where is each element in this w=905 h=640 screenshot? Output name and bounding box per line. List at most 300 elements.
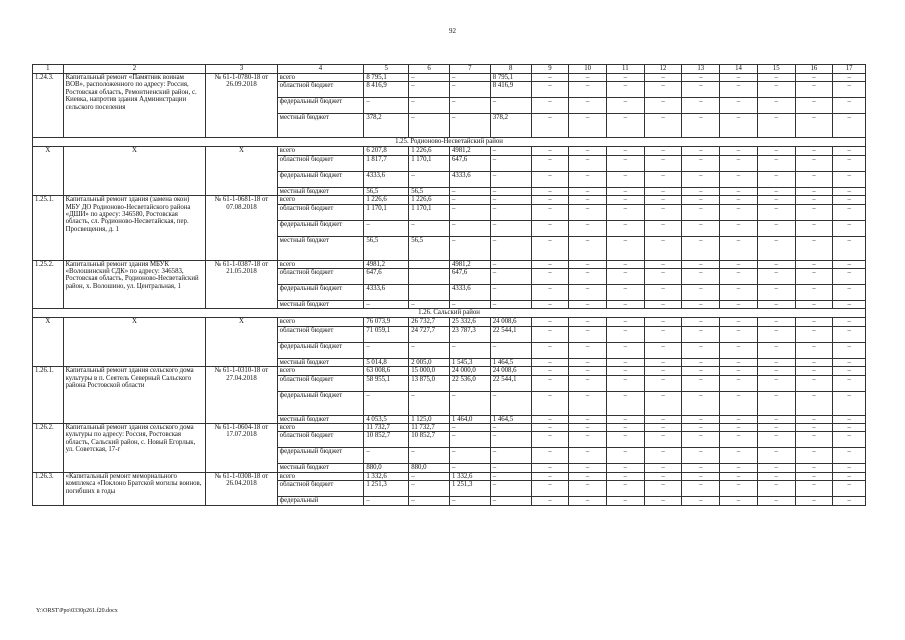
empty-amount-cell: – [720, 432, 758, 448]
amount-cell: 1 125,0 [409, 415, 450, 423]
row-number: 1.25.1. [33, 196, 64, 260]
empty-amount-cell: – [606, 301, 644, 309]
empty-amount-cell: – [606, 367, 644, 375]
empty-amount-cell: – [606, 187, 644, 195]
empty-amount-cell: – [833, 448, 866, 464]
empty-amount-cell: – [757, 187, 795, 195]
amount-cell: 4981,2 [449, 147, 490, 155]
empty-amount-cell: – [606, 358, 644, 366]
empty-amount-cell: – [569, 260, 607, 268]
amount-cell: – [490, 187, 531, 195]
empty-amount-cell: – [531, 342, 569, 358]
empty-amount-cell: – [833, 301, 866, 309]
empty-amount-cell: – [644, 326, 682, 342]
column-number: 16 [795, 65, 833, 74]
empty-amount-cell: – [569, 464, 607, 472]
column-number: 13 [682, 65, 720, 74]
empty-amount-cell: – [531, 187, 569, 195]
empty-amount-cell: – [682, 204, 720, 220]
empty-amount-cell: – [833, 497, 866, 505]
amount-cell: – [449, 74, 490, 82]
empty-amount-cell: – [720, 220, 758, 236]
empty-amount-cell: – [795, 342, 833, 358]
permit-number: № 61-1-0308-18 от 26.04.2018 [206, 472, 277, 505]
amount-cell: – [409, 497, 450, 505]
empty-amount-cell: – [531, 114, 569, 138]
empty-amount-cell: – [682, 260, 720, 268]
row-number: 1.24.3. [33, 74, 64, 138]
amount-cell: – [490, 391, 531, 415]
empty-amount-cell: – [833, 318, 866, 326]
empty-amount-cell: – [531, 464, 569, 472]
empty-amount-cell: – [569, 342, 607, 358]
amount-cell [409, 285, 450, 301]
empty-amount-cell: – [606, 196, 644, 204]
empty-amount-cell: – [682, 415, 720, 423]
empty-amount-cell: – [795, 415, 833, 423]
empty-amount-cell: – [569, 391, 607, 415]
empty-amount-cell: – [833, 74, 866, 82]
empty-amount-cell: – [644, 74, 682, 82]
empty-amount-cell: – [606, 82, 644, 98]
empty-amount-cell: – [795, 424, 833, 432]
page-number: 92 [449, 27, 456, 35]
empty-amount-cell: – [569, 236, 607, 260]
amount-cell: – [490, 285, 531, 301]
empty-amount-cell: – [833, 285, 866, 301]
empty-amount-cell: – [606, 415, 644, 423]
empty-amount-cell: – [606, 285, 644, 301]
permit-number: № 61-1-0681-18 от 07.08.2018 [206, 196, 277, 260]
empty-amount-cell: – [720, 204, 758, 220]
empty-amount-cell: – [531, 269, 569, 285]
empty-amount-cell: – [644, 342, 682, 358]
empty-amount-cell: – [531, 74, 569, 82]
row-number: 1.26.2. [33, 424, 64, 473]
empty-amount-cell: – [682, 74, 720, 82]
empty-amount-cell: – [531, 497, 569, 505]
section-header-row [33, 309, 866, 318]
empty-amount-cell: – [569, 187, 607, 195]
row-number: Х [33, 318, 64, 367]
empty-amount-cell: – [569, 415, 607, 423]
table-row [33, 196, 866, 204]
amount-cell: 8 416,9 [364, 82, 409, 98]
empty-amount-cell: – [644, 147, 682, 155]
empty-amount-cell: – [720, 358, 758, 366]
amount-cell: – [449, 220, 490, 236]
amount-cell: 4333,6 [449, 171, 490, 187]
column-number: 10 [569, 65, 607, 74]
amount-cell: – [449, 196, 490, 204]
amount-cell: 1 170,1 [409, 204, 450, 220]
empty-amount-cell: – [682, 114, 720, 138]
amount-cell: – [490, 98, 531, 114]
empty-amount-cell: – [569, 114, 607, 138]
empty-amount-cell: – [720, 464, 758, 472]
empty-amount-cell: – [720, 367, 758, 375]
amount-cell: 8 795,1 [490, 74, 531, 82]
amount-cell: – [364, 391, 409, 415]
empty-amount-cell: – [720, 82, 758, 98]
empty-amount-cell: – [833, 472, 866, 480]
column-number: 6 [409, 65, 450, 74]
empty-amount-cell: – [531, 481, 569, 497]
empty-amount-cell: – [757, 326, 795, 342]
amount-cell: – [490, 204, 531, 220]
empty-amount-cell: – [795, 171, 833, 187]
amount-cell: 1 226,6 [409, 147, 450, 155]
amount-cell: – [364, 301, 409, 309]
empty-amount-cell: – [644, 82, 682, 98]
empty-amount-cell: – [606, 424, 644, 432]
amount-cell: 22 544,1 [490, 375, 531, 391]
column-number: 17 [833, 65, 866, 74]
column-number: 3 [206, 65, 277, 74]
empty-amount-cell: – [606, 448, 644, 464]
empty-amount-cell: – [682, 269, 720, 285]
empty-amount-cell: – [757, 448, 795, 464]
empty-amount-cell: – [569, 171, 607, 187]
amount-cell: – [490, 269, 531, 285]
amount-cell: 1 170,1 [409, 155, 450, 171]
empty-amount-cell: – [757, 358, 795, 366]
empty-amount-cell: – [833, 269, 866, 285]
empty-amount-cell: – [682, 481, 720, 497]
table-row [33, 74, 866, 82]
empty-amount-cell: – [606, 220, 644, 236]
empty-amount-cell: – [644, 415, 682, 423]
empty-amount-cell: – [720, 155, 758, 171]
empty-amount-cell: – [531, 375, 569, 391]
empty-amount-cell: – [720, 74, 758, 82]
empty-amount-cell: – [795, 481, 833, 497]
column-number: 14 [720, 65, 758, 74]
empty-amount-cell: – [833, 220, 866, 236]
amount-cell: 1 545,3 [449, 358, 490, 366]
amount-cell: – [409, 220, 450, 236]
empty-amount-cell: – [644, 391, 682, 415]
empty-amount-cell: – [720, 391, 758, 415]
object-description: Капитальный ремонт здания (замена окон) МБУ ДО Родионово-Несветайского района «ДШИ» по адресу: 346580, Ростовская область, сл. Родионово-Несветайская, пер. Просвещения, д. 1 [63, 196, 206, 260]
column-number: 4 [277, 65, 364, 74]
empty-amount-cell: – [795, 187, 833, 195]
empty-amount-cell: – [531, 326, 569, 342]
object-description: Капитальный ремонт здания сельского дома культуры по адресу: Россия, Ростовская область, Сальский район, с. Новый Егорлык, ул. Советская, 17-г [63, 424, 206, 473]
empty-amount-cell: – [757, 415, 795, 423]
empty-amount-cell: – [606, 318, 644, 326]
row-number: 1.26.1. [33, 367, 64, 424]
amount-cell: – [449, 464, 490, 472]
table-body [33, 65, 866, 506]
empty-amount-cell: – [606, 236, 644, 260]
empty-amount-cell: – [720, 415, 758, 423]
empty-amount-cell: – [833, 114, 866, 138]
empty-amount-cell: – [606, 204, 644, 220]
empty-amount-cell: – [644, 187, 682, 195]
permit-number: № 61-1-0387-18 от 21.05.2018 [206, 260, 277, 309]
amount-cell: 1 226,6 [364, 196, 409, 204]
amount-cell: – [409, 114, 450, 138]
amount-cell: 1 817,7 [364, 155, 409, 171]
empty-amount-cell: – [531, 82, 569, 98]
empty-amount-cell: – [569, 367, 607, 375]
amount-cell: – [449, 342, 490, 358]
empty-amount-cell: – [833, 98, 866, 114]
amount-cell: – [490, 448, 531, 464]
empty-amount-cell: – [569, 318, 607, 326]
empty-amount-cell: – [569, 448, 607, 464]
column-number: 15 [757, 65, 795, 74]
empty-amount-cell: – [569, 204, 607, 220]
empty-amount-cell: – [720, 497, 758, 505]
empty-amount-cell: – [644, 220, 682, 236]
empty-amount-cell: – [682, 342, 720, 358]
empty-amount-cell: – [606, 497, 644, 505]
empty-amount-cell: – [720, 260, 758, 268]
column-number: 8 [490, 65, 531, 74]
empty-amount-cell: – [757, 155, 795, 171]
amount-cell: – [449, 204, 490, 220]
empty-amount-cell: – [757, 260, 795, 268]
empty-amount-cell: – [531, 220, 569, 236]
amount-cell [409, 260, 450, 268]
amount-cell: 56,5 [364, 236, 409, 260]
amount-cell: 8 416,9 [490, 82, 531, 98]
empty-amount-cell: – [833, 432, 866, 448]
empty-amount-cell: – [644, 285, 682, 301]
empty-amount-cell: – [644, 171, 682, 187]
empty-amount-cell: – [757, 269, 795, 285]
table-row [33, 318, 866, 326]
amount-cell: – [449, 424, 490, 432]
empty-amount-cell: – [795, 367, 833, 375]
section-title: 1.25. Родионово-Несветайский район [33, 138, 866, 147]
amount-cell: 13 875,0 [409, 375, 450, 391]
column-number: 2 [63, 65, 206, 74]
empty-amount-cell: – [682, 171, 720, 187]
funding-source: местный бюджет [277, 187, 364, 195]
amount-cell: 2 005,0 [409, 358, 450, 366]
amount-cell: 1 464,5 [490, 415, 531, 423]
amount-cell: – [409, 301, 450, 309]
empty-amount-cell: – [606, 391, 644, 415]
empty-amount-cell: – [606, 147, 644, 155]
empty-amount-cell: – [644, 318, 682, 326]
empty-amount-cell: – [757, 497, 795, 505]
empty-amount-cell: – [795, 497, 833, 505]
amount-cell: 24 008,6 [490, 318, 531, 326]
empty-amount-cell: – [606, 375, 644, 391]
empty-amount-cell: – [720, 269, 758, 285]
empty-amount-cell: – [720, 448, 758, 464]
empty-amount-cell: – [833, 196, 866, 204]
empty-amount-cell: – [606, 269, 644, 285]
amount-cell: 378,2 [490, 114, 531, 138]
amount-cell: – [409, 74, 450, 82]
amount-cell: – [490, 497, 531, 505]
amount-cell: – [490, 301, 531, 309]
empty-amount-cell: – [531, 367, 569, 375]
empty-amount-cell: – [644, 236, 682, 260]
amount-cell: 24 000,0 [449, 367, 490, 375]
amount-cell: 10 852,7 [364, 432, 409, 448]
empty-amount-cell: – [757, 114, 795, 138]
amount-cell: 647,6 [449, 269, 490, 285]
funding-source: всего [277, 260, 364, 268]
object-description: Х [63, 318, 206, 367]
amount-cell: 880,0 [409, 464, 450, 472]
empty-amount-cell: – [795, 472, 833, 480]
table-row [33, 424, 866, 432]
empty-amount-cell: – [833, 155, 866, 171]
empty-amount-cell: – [606, 342, 644, 358]
amount-cell: – [490, 424, 531, 432]
empty-amount-cell: – [720, 326, 758, 342]
amount-cell: – [449, 432, 490, 448]
empty-amount-cell: – [569, 472, 607, 480]
empty-amount-cell: – [606, 260, 644, 268]
amount-cell: – [490, 155, 531, 171]
amount-cell: – [449, 114, 490, 138]
empty-amount-cell: – [757, 432, 795, 448]
empty-amount-cell: – [644, 497, 682, 505]
amount-cell: – [364, 220, 409, 236]
column-number-row [33, 65, 866, 74]
empty-amount-cell: – [682, 301, 720, 309]
amount-cell: – [449, 301, 490, 309]
empty-amount-cell: – [644, 481, 682, 497]
empty-amount-cell: – [833, 358, 866, 366]
empty-amount-cell: – [682, 432, 720, 448]
amount-cell: 8 795,1 [364, 74, 409, 82]
funding-source: местный бюджет [277, 415, 364, 423]
empty-amount-cell: – [757, 472, 795, 480]
amount-cell: 10 852,7 [409, 432, 450, 448]
empty-amount-cell: – [795, 74, 833, 82]
budget-table [32, 64, 866, 506]
column-number: 12 [644, 65, 682, 74]
empty-amount-cell: – [833, 375, 866, 391]
amount-cell: 58 955,1 [364, 375, 409, 391]
empty-amount-cell: – [531, 285, 569, 301]
amount-cell: – [449, 82, 490, 98]
funding-source: местный бюджет [277, 236, 364, 260]
amount-cell: 4 053,5 [364, 415, 409, 423]
empty-amount-cell: – [757, 74, 795, 82]
column-number: 11 [606, 65, 644, 74]
amount-cell: – [449, 448, 490, 464]
empty-amount-cell: – [569, 98, 607, 114]
empty-amount-cell: – [720, 318, 758, 326]
amount-cell: – [409, 472, 450, 480]
empty-amount-cell: – [682, 318, 720, 326]
amount-cell: – [490, 220, 531, 236]
amount-cell: – [409, 448, 450, 464]
funding-source: местный бюджет [277, 301, 364, 309]
amount-cell: – [449, 236, 490, 260]
section-header-row [33, 138, 866, 147]
amount-cell: – [449, 98, 490, 114]
permit-number: № 61-1-0604-18 от 17.07.2018 [206, 424, 277, 473]
empty-amount-cell: – [720, 481, 758, 497]
empty-amount-cell: – [531, 424, 569, 432]
object-description: Капитальный ремонт здания сельского дома культуры в п. Сеятель Северный Сальского района Ростовской области [63, 367, 206, 424]
empty-amount-cell: – [569, 155, 607, 171]
table-row [33, 260, 866, 268]
empty-amount-cell: – [531, 301, 569, 309]
empty-amount-cell: – [720, 196, 758, 204]
funding-source: федеральный бюджет [277, 285, 364, 301]
amount-cell: – [490, 464, 531, 472]
empty-amount-cell: – [795, 285, 833, 301]
amount-cell: – [364, 497, 409, 505]
empty-amount-cell: – [757, 367, 795, 375]
empty-amount-cell: – [757, 204, 795, 220]
amount-cell: 1 170,1 [364, 204, 409, 220]
empty-amount-cell: – [795, 326, 833, 342]
empty-amount-cell: – [569, 285, 607, 301]
empty-amount-cell: – [644, 196, 682, 204]
amount-cell: 4333,6 [364, 171, 409, 187]
empty-amount-cell: – [757, 318, 795, 326]
empty-amount-cell: – [833, 415, 866, 423]
empty-amount-cell: – [720, 171, 758, 187]
empty-amount-cell: – [644, 464, 682, 472]
object-description: Х [63, 147, 206, 196]
table-row [33, 472, 866, 480]
empty-amount-cell: – [795, 432, 833, 448]
empty-amount-cell: – [795, 260, 833, 268]
amount-cell: 11 732,7 [409, 424, 450, 432]
amount-cell: – [490, 236, 531, 260]
amount-cell: 24 727,7 [409, 326, 450, 342]
empty-amount-cell: – [682, 236, 720, 260]
permit-number: № 61-1-0780-18 от 26.09.2018 [206, 74, 277, 138]
empty-amount-cell: – [606, 114, 644, 138]
empty-amount-cell: – [531, 472, 569, 480]
empty-amount-cell: – [757, 171, 795, 187]
amount-cell [409, 269, 450, 285]
amount-cell: 1 226,6 [409, 196, 450, 204]
amount-cell: – [490, 260, 531, 268]
empty-amount-cell: – [644, 269, 682, 285]
empty-amount-cell: – [833, 171, 866, 187]
funding-source: областной бюджет [277, 204, 364, 220]
empty-amount-cell: – [757, 285, 795, 301]
row-number: Х [33, 147, 64, 196]
empty-amount-cell: – [795, 391, 833, 415]
amount-cell: 4333,6 [449, 285, 490, 301]
empty-amount-cell: – [795, 269, 833, 285]
empty-amount-cell: – [795, 147, 833, 155]
empty-amount-cell: – [757, 98, 795, 114]
amount-cell: 71 059,1 [364, 326, 409, 342]
amount-cell: 26 732,7 [409, 318, 450, 326]
empty-amount-cell: – [606, 155, 644, 171]
empty-amount-cell: – [531, 236, 569, 260]
amount-cell: 1 464,0 [449, 415, 490, 423]
funding-source: федеральный бюджет [277, 342, 364, 358]
empty-amount-cell: – [569, 375, 607, 391]
amount-cell: 11 732,7 [364, 424, 409, 432]
funding-source: федеральный бюджет [277, 391, 364, 415]
amount-cell: – [490, 432, 531, 448]
empty-amount-cell: – [569, 432, 607, 448]
empty-amount-cell: – [531, 260, 569, 268]
amount-cell: – [409, 171, 450, 187]
empty-amount-cell: – [606, 74, 644, 82]
